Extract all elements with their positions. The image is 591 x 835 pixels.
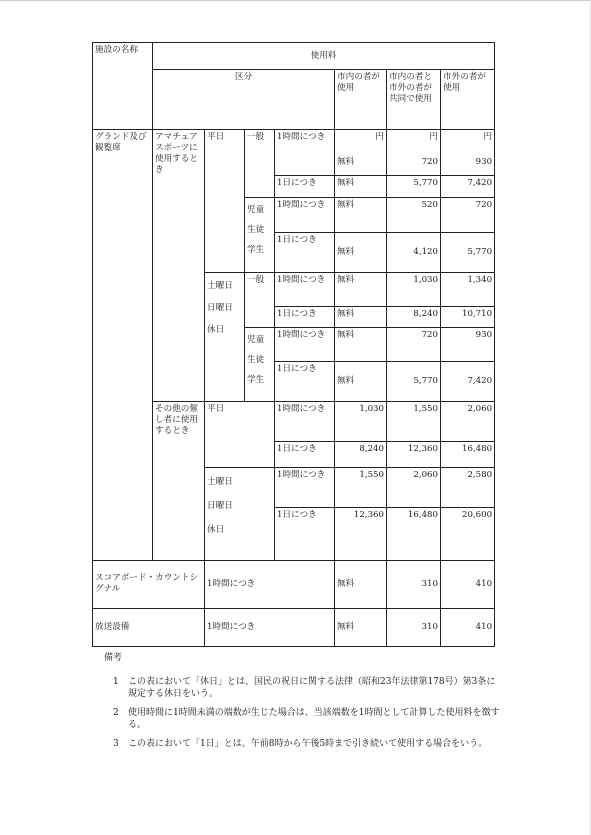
remark-number: 3	[113, 739, 119, 749]
yen-unit: 円	[483, 132, 493, 143]
fee-cell: 2,060	[441, 402, 495, 442]
fee-cell: 円 930	[441, 130, 495, 176]
unit-day: 1日につき	[275, 306, 335, 327]
page-edge	[0, 0, 591, 1]
unit-day: 1日につき	[275, 442, 335, 468]
fee-cell: 930	[441, 327, 495, 361]
fee-cell: 5,770	[387, 176, 441, 198]
scoreboard-name: スコアボード・カウントシグナル	[93, 560, 205, 608]
fee-cell: 無料	[335, 560, 387, 608]
fee-cell: 16,480	[387, 508, 441, 560]
broadcast-name: 放送設備	[93, 608, 205, 646]
fee-cell: 12,360	[387, 442, 441, 468]
remarks-title: 備考	[104, 653, 123, 663]
fee-cell: 2,060	[387, 468, 441, 508]
remark-text: この表において「1日」とは、午前8時から午後5時まで引き続いて使用する場合をいう。	[128, 739, 488, 749]
day-holiday: 土曜日 日曜日 休日	[205, 468, 275, 560]
remark-number: 2	[113, 708, 119, 718]
fee-cell: 410	[441, 560, 495, 608]
unit-hour: 1時間につき	[275, 327, 335, 361]
fee-cell: 4,120	[387, 232, 441, 272]
fee-cell: 310	[387, 560, 441, 608]
unit-day: 1日につき	[275, 508, 335, 560]
yen-unit: 円	[375, 132, 384, 143]
fee-cell: 1,550	[335, 468, 387, 508]
fee-cell: 円 720	[387, 130, 441, 176]
user-student: 児童 生徒 学生	[245, 327, 275, 401]
fee-cell: 無料	[335, 198, 387, 232]
facility-name: グランド及び観覧席	[93, 130, 153, 560]
fee-cell: 1,340	[441, 272, 495, 306]
unit-day: 1日につき	[275, 232, 335, 272]
unit-hour: 1時間につき	[275, 272, 335, 306]
remark-item	[92, 676, 504, 700]
scoreboard-unit: 1時間につき	[205, 560, 335, 608]
fee-cell: 410	[441, 608, 495, 646]
fee-cell: 520	[387, 198, 441, 232]
unit-hour: 1時間につき	[275, 130, 335, 176]
remark-item	[92, 738, 504, 750]
day-weekday: 平日	[205, 402, 275, 468]
remark-text: この表において「休日」とは、国民の祝日に関する法律（昭和23年法律第178号）第3条に規定する休日をいう。	[128, 677, 496, 699]
fee-cell: 無料	[335, 306, 387, 327]
fee-cell: 720	[387, 327, 441, 361]
fee-cell: 8,240	[335, 442, 387, 468]
fee-cell: 無料	[335, 361, 387, 401]
fee-cell: 8,240	[387, 306, 441, 327]
fee-cell: 無料	[335, 232, 387, 272]
unit-day: 1日につき	[275, 176, 335, 198]
fee-cell: 円 無料	[335, 130, 387, 176]
fee-cell: 5,770	[387, 361, 441, 401]
header-category: 区分	[153, 70, 335, 130]
day-holiday: 土曜日 日曜日 休日	[205, 272, 245, 401]
fee-cell: 無料	[335, 608, 387, 646]
fee-cell: 20,600	[441, 508, 495, 560]
header-facility-name: 施設の名称	[93, 43, 153, 130]
fee-cell: 1,030	[387, 272, 441, 306]
group-other: その他の催し者に使用するとき	[153, 402, 205, 561]
user-general: 一般	[245, 130, 275, 198]
fee-cell: 1,030	[335, 402, 387, 442]
header-col-nonresident: 市外の者が使用	[441, 70, 495, 130]
unit-hour: 1時間につき	[275, 468, 335, 508]
group-amateur: アマチュアスポーツに使用するとき	[153, 130, 205, 402]
header-col-resident: 市内の者が使用	[335, 70, 387, 130]
fee-cell: 12,360	[335, 508, 387, 560]
unit-day: 1日につき	[275, 361, 335, 401]
fee-cell: 無料	[335, 176, 387, 198]
broadcast-unit: 1時間につき	[205, 608, 335, 646]
fee-cell: 無料	[335, 327, 387, 361]
yen-unit: 円	[429, 132, 438, 143]
fee-cell: 7,420	[441, 361, 495, 401]
fee-cell: 720	[441, 198, 495, 232]
fee-cell: 7,420	[441, 176, 495, 198]
header-col-joint: 市内の者と市外の者が共同で使用	[387, 70, 441, 130]
unit-hour: 1時間につき	[275, 198, 335, 232]
fee-cell: 無料	[335, 272, 387, 306]
header-usage-fee: 使用料	[153, 43, 495, 70]
user-general: 一般	[245, 272, 275, 327]
user-student: 児童 生徒 学生	[245, 198, 275, 272]
day-weekday: 平日	[205, 130, 245, 272]
remark-item	[92, 707, 504, 731]
remark-text: 使用時間に1時間未満の端数が生じた場合は、当該端数を1時間として計算した使用料を徴する。	[128, 708, 500, 730]
fee-cell: 2,580	[441, 468, 495, 508]
usage-fee-table	[92, 42, 495, 647]
fee-cell: 10,710	[441, 306, 495, 327]
fee-cell: 1,550	[387, 402, 441, 442]
remarks-section	[92, 652, 504, 757]
fee-cell: 310	[387, 608, 441, 646]
remark-number: 1	[113, 677, 119, 687]
fee-cell: 16,480	[441, 442, 495, 468]
unit-hour: 1時間につき	[275, 402, 335, 442]
fee-cell: 5,770	[441, 232, 495, 272]
